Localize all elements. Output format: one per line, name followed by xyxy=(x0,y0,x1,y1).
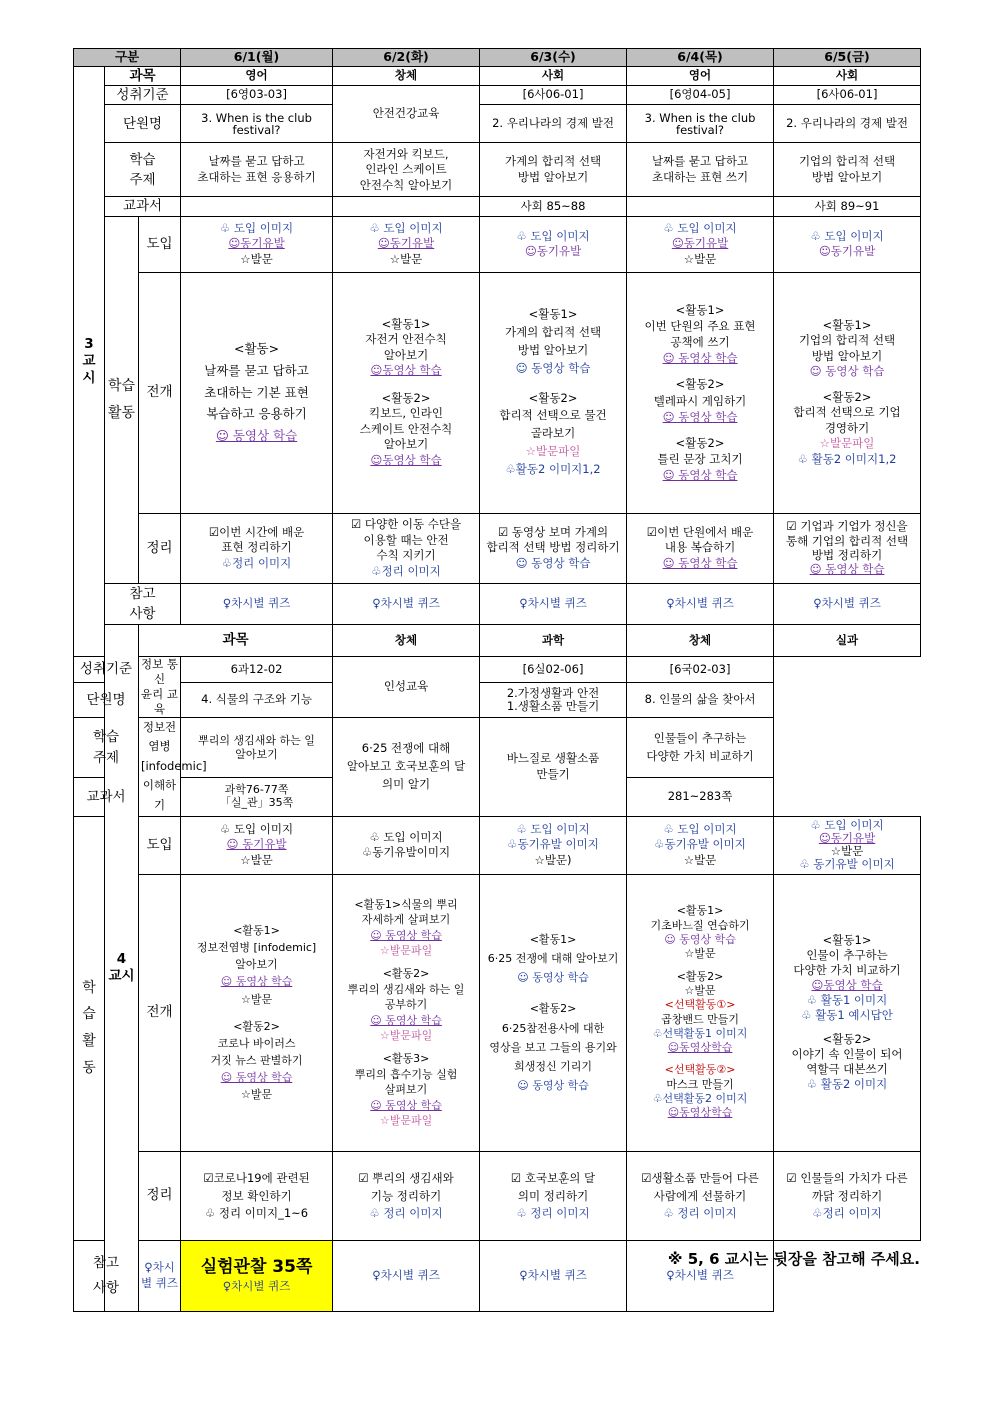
video-link[interactable]: ☺ 동영상 학습 xyxy=(220,1070,293,1084)
p4-intro-row xyxy=(74,816,921,874)
p3-textbook-5: 사회 89~91 xyxy=(774,197,921,216)
p4-wrap-5: ☑ 인물들의 가치가 다른 까닭 정리하기 ♧정리 이미지 xyxy=(774,1151,921,1240)
p4-develop-3: <활동1> 6·25 전쟁에 대해 알아보기 ☺ 동영상 학습 <활동2> 6·25참전용사에 대한 영상을 보고 그들의 용기와 희생정신 기리기 ☺ 동영상 학습 xyxy=(480,874,627,1151)
quiz-link[interactable]: ♀차시별 퀴즈 xyxy=(333,1240,480,1311)
question-text: ☆발문) xyxy=(534,852,572,867)
p3-develop-1: <활동> 날짜를 묻고 답하고 초대하는 기본 표현 복습하고 응용하기 ☺ 동영상 학습 xyxy=(181,272,333,513)
p4-subject-2: 과학 xyxy=(480,625,627,657)
p3-standard-row xyxy=(74,86,921,105)
header-corner: 구분 xyxy=(74,49,181,67)
quiz-link[interactable]: ♀차시별 퀴즈 xyxy=(480,583,627,625)
p3-wrap-2: ☑ 다양한 이동 수단을 이용할 때는 안전 수칙 지키기 ♧정리 이미지 xyxy=(333,513,480,583)
p3-topic-2: 자전거와 킥보드, 인라인 스케이트 안전수칙 알아보기 xyxy=(333,143,480,197)
p4-intro-4 xyxy=(627,816,774,874)
question-file-link[interactable]: ☆발문파일 xyxy=(819,436,875,451)
p4-standard-2: 6과12-02 xyxy=(181,657,333,683)
intro-image-link[interactable]: ♧ 도입 이미지 xyxy=(516,821,590,836)
p3-merged-b: 안전건강교육 xyxy=(333,86,480,143)
motivation-image-link[interactable]: ♧동기유발이미지 xyxy=(361,845,451,860)
p3-topic-label: 학습 주제 xyxy=(105,143,181,197)
video-link[interactable]: ☺ 동영상 학습 xyxy=(517,971,589,985)
video-link[interactable]: ☺ 동영상 학습 xyxy=(809,562,885,577)
motivation-image-link[interactable]: ♧ 동기유발 이미지 xyxy=(799,857,895,872)
p3-activity-label: 학습 활동 xyxy=(105,216,139,583)
p4-develop-2: <활동1>식물의 뿌리 자세하게 살펴보기 ☺ 동영상 학습 ☆발문파일 <활동2> 뿌리의 생김새와 하는 일 공부하기 ☺ 동영상 학습 ☆발문파일 <활동3> 뿌리의 흡수기능 실험 살펴보기 ☺ 동영상 학습 ☆발문파일 xyxy=(333,874,480,1151)
p3-subject-4: 영어 xyxy=(627,66,774,85)
p3-develop-label: 전개 xyxy=(139,272,181,513)
p4-wrap-2: ☑ 뿌리의 생김새와 기능 정리하기 ♧ 정리 이미지 xyxy=(333,1151,480,1240)
video-link[interactable]: ☺ 동영상 학습 xyxy=(370,1013,442,1027)
day-3: 6/3(수) xyxy=(480,49,627,67)
p3-wrap-5: ☑ 기업과 기업가 정신을 통해 기업의 합리적 선택 방법 정리하기 ☺ 동영상 학습 xyxy=(774,513,921,583)
p3-develop-4: <활동1> 이번 단원의 주요 표현 공책에 쓰기 ☺ 동영상 학습 <활동2> 텔레파시 게임하기 ☺ 동영상 학습 <활동2> 틀린 문장 고치기 ☺ 동영상 학습 xyxy=(627,272,774,513)
p3-standard-3: [6사06-01] xyxy=(480,86,627,105)
wrap-image-link[interactable]: ♧ 정리 이미지 xyxy=(369,1205,443,1220)
p3-unit-4: 3. When is the club festival? xyxy=(627,105,774,143)
intro-image-link[interactable]: ♧ 도입 이미지 xyxy=(810,817,884,832)
intro-image-link[interactable]: ♧ 도입 이미지 xyxy=(369,220,443,235)
p3-textbook-2 xyxy=(333,197,480,216)
question-text: ☆발문 xyxy=(240,1087,273,1101)
p3-wrap-1: ☑이번 시간에 배운 표현 정리하기 ♧정리 이미지 xyxy=(181,513,333,583)
p3-standard-5: [6사06-01] xyxy=(774,86,921,105)
activity-image-link[interactable]: ♧ 활동2 이미지1,2 xyxy=(797,451,897,466)
p4-merged-a: 정보 통신 윤리 교육 xyxy=(139,657,181,718)
p3-wrap-row xyxy=(74,513,921,583)
video-link[interactable]: ☺ 동영상 학습 xyxy=(370,928,442,942)
p3-subject-2: 창체 xyxy=(333,66,480,85)
question-text: ☆발문 xyxy=(240,992,273,1006)
wrap-image-link[interactable]: ♧ 정리 이미지_1~6 xyxy=(204,1205,309,1220)
video-link[interactable]: ☺ 동영상 학습 xyxy=(662,555,738,570)
p4-wrap-row xyxy=(74,1151,921,1240)
video-link[interactable]: ☺ 동영상 학습 xyxy=(517,1079,589,1093)
quiz-link[interactable]: ♀차시별 퀴즈 xyxy=(774,583,921,625)
p4-wrap-4: ☑생활소품 만들어 다른 사람에게 선물하기 ♧ 정리 이미지 xyxy=(627,1151,774,1240)
motivation-link[interactable]: ☺동기유발 xyxy=(377,236,435,251)
p3-wrap-4: ☑이번 단원에서 배운 내용 복습하기 ☺ 동영상 학습 xyxy=(627,513,774,583)
p4-intro-label: 도입 xyxy=(139,816,181,874)
p3-wrap-3: ☑ 동영상 보며 가계의 합리적 선택 방법 정리하기 ☺ 동영상 학습 xyxy=(480,513,627,583)
question-text: ☆발문 xyxy=(240,251,273,266)
question-text: ☆발문 xyxy=(830,844,864,859)
video-link[interactable]: ☺동영상학습 xyxy=(667,1106,733,1120)
activity-image-link[interactable]: ♧ 활동2 이미지 xyxy=(806,1077,888,1092)
intro-image-link[interactable]: ♧ 도입 이미지 xyxy=(663,821,737,836)
activity-image-link[interactable]: ♧활동2 이미지1,2 xyxy=(505,461,601,476)
p3-intro-5 xyxy=(774,216,921,272)
p3-notes-label: 참고 사항 xyxy=(105,583,181,625)
video-link[interactable]: ☺ 동영상 학습 xyxy=(662,467,738,482)
video-link[interactable]: ☺동영상 학습 xyxy=(370,363,442,378)
p4-topic-5: 인물들이 추구하는 다양한 가치 비교하기 xyxy=(627,717,774,777)
wrap-image-link[interactable]: ♧정리 이미지 xyxy=(812,1205,882,1220)
video-link[interactable]: ☺동영상 학습 xyxy=(370,452,442,467)
question-file-link[interactable]: ☆발문파일 xyxy=(379,943,433,957)
p3-intro-row xyxy=(74,216,921,272)
p4-wrap-1: ☑코로나19에 관련된 정보 확인하기 ♧ 정리 이미지_1~6 xyxy=(181,1151,333,1240)
p4-unit-2: 4. 식물의 구조와 기능 xyxy=(181,682,333,717)
motivation-link[interactable]: ☺ 동기유발 xyxy=(226,837,287,852)
header-row xyxy=(74,49,921,67)
p4-subject-4: 실과 xyxy=(774,625,921,657)
motivation-link[interactable]: ☺동기유발 xyxy=(818,830,876,845)
p4-develop-4: <활동1> 기초바느질 연습하기 ☺ 동영상 학습 ☆발문 <활동2> ☆발문 <선택활동①> 곱창밴드 만들기 ♧선택활동1 이미지 ☺동영상학습 <선택활동②> 마스크 만들기 ♧선택활동2 이미지 ☺동영상학습 xyxy=(627,874,774,1151)
p3-standard-1: [6영03-03] xyxy=(181,86,333,105)
p4-topic-label: 학습 주제 xyxy=(74,717,139,777)
p4-standard-row xyxy=(74,657,921,683)
p4-label: 4 교시 xyxy=(105,625,139,1312)
p4-unit-row xyxy=(74,682,921,717)
motivation-image-link[interactable]: ♧동기유발 이미지 xyxy=(654,837,746,852)
p3-standard-4: [6영04-05] xyxy=(627,86,774,105)
p3-develop-2: <활동1> 자전거 안전수칙 알아보기 ☺동영상 학습 <활동2> 킥보드, 인라인 스케이트 안전수칙 알아보기 ☺동영상 학습 xyxy=(333,272,480,513)
question-text: ☆발문 xyxy=(240,852,273,867)
p4-textbook-5: 281~283쪽 xyxy=(627,778,774,816)
p4-subject-3: 창체 xyxy=(627,625,774,657)
p3-subject-row xyxy=(74,66,921,85)
wrap-image-link[interactable]: ♧ 정리 이미지 xyxy=(663,1205,737,1220)
p3-subject-3: 사회 xyxy=(480,66,627,85)
quiz-link[interactable]: ♀차시별 퀴즈 xyxy=(480,1240,627,1311)
video-link[interactable]: ☺ 동영상 학습 xyxy=(662,409,738,424)
p3-notes-row xyxy=(74,583,921,625)
intro-image-link[interactable]: ♧ 도입 이미지 xyxy=(219,821,294,836)
quiz-link[interactable]: ♀차시별 퀴즈 xyxy=(222,1279,291,1294)
p3-unit-5: 2. 우리나라의 경제 발전 xyxy=(774,105,921,143)
wrap-image-link[interactable]: ♧정리 이미지 xyxy=(221,555,292,570)
p4-subject-row xyxy=(74,625,921,657)
question-file-link[interactable]: ☆발문파일 xyxy=(379,1028,433,1042)
p3-label: 3 교시 xyxy=(74,66,105,656)
p3-textbook-4 xyxy=(627,197,774,216)
intro-image-link[interactable]: ♧ 도입 이미지 xyxy=(663,220,737,235)
day-4: 6/4(목) xyxy=(627,49,774,67)
wrap-image-link[interactable]: ♧ 정리 이미지 xyxy=(516,1205,590,1220)
p3-topic-row xyxy=(74,143,921,197)
p4-develop-row xyxy=(74,874,921,1151)
p3-textbook-row xyxy=(74,197,921,216)
day-2: 6/2(화) xyxy=(333,49,480,67)
question-text: ☆발문 xyxy=(683,852,717,867)
choice-image-link[interactable]: ♧선택활동1 이미지 xyxy=(652,1026,748,1040)
p3-develop-5: <활동1> 기업의 합리적 선택 방법 알아보기 ☺ 동영상 학습 <활동2> 합리적 선택으로 기업 경영하기 ☆발문파일 ♧ 활동2 이미지1,2 xyxy=(774,272,921,513)
p3-topic-5: 기업의 합리적 선택 방법 알아보기 xyxy=(774,143,921,197)
p4-develop-label: 전개 xyxy=(139,874,181,1151)
p4-topic-4: 바느질로 생활소품 만들기 xyxy=(480,717,627,816)
p3-topic-4: 날짜를 묻고 답하고 초대하는 표현 쓰기 xyxy=(627,143,774,197)
p4-textbook-2: 과학76-77쪽 「실_관」35쪽 xyxy=(181,778,333,816)
intro-image-link[interactable]: ♧ 도입 이미지 xyxy=(219,220,294,235)
p3-intro-4 xyxy=(627,216,774,272)
video-link[interactable]: ☺ 동영상 학습 xyxy=(664,933,736,947)
p4-intro-3 xyxy=(480,816,627,874)
video-link[interactable]: ☺ 동영상 학습 xyxy=(215,428,298,444)
p4-topic-row xyxy=(74,717,921,777)
wrap-image-link[interactable]: ♧정리 이미지 xyxy=(371,563,441,578)
p3-textbook-3: 사회 85~88 xyxy=(480,197,627,216)
example-answer-link[interactable]: ♧ 활동1 예시답안 xyxy=(801,1007,893,1022)
p3-intro-label: 도입 xyxy=(139,216,181,272)
p4-intro-5 xyxy=(774,816,921,874)
video-link[interactable]: ☺ 동영상 학습 xyxy=(662,351,738,366)
p4-intro-2 xyxy=(333,816,480,874)
p4-develop-5: <활동1> 인물이 추구하는 다양한 가치 비교하기 ☺동영상 학습 ♧ 활동1 이미지 ♧ 활동1 예시답안 <활동2> 이야기 속 인물이 되어 역할극 대본쓰기 ♧ 활동2 이미지 xyxy=(774,874,921,1151)
motivation-image-link[interactable]: ♧동기유발 이미지 xyxy=(507,837,599,852)
p4-intro-1 xyxy=(181,816,333,874)
motivation-link[interactable]: ☺동기유발 xyxy=(228,236,285,251)
p3-subject-5: 사회 xyxy=(774,66,921,85)
video-link[interactable]: ☺ 동영상 학습 xyxy=(370,1098,442,1112)
p4-standard-5: [6국02-03] xyxy=(627,657,774,683)
video-link[interactable]: ☺ 동영상 학습 xyxy=(515,555,591,570)
p4-standard-4: [6실02-06] xyxy=(480,657,627,683)
question-file-link[interactable]: ☆발문파일 xyxy=(379,1113,433,1127)
video-link[interactable]: ☺ 동영상 학습 xyxy=(515,360,591,375)
quiz-link[interactable]: ♀차시별 퀴즈 xyxy=(139,1240,181,1311)
p4-notes-2 xyxy=(181,1240,333,1311)
question-text: ☆발문 xyxy=(683,251,717,266)
p3-topic-1: 날짜를 묻고 답하고 초대하는 표현 응용하기 xyxy=(181,143,333,197)
p3-develop-row xyxy=(74,272,921,513)
footer-note: ※ 5, 6 교시는 뒷장을 참고해 주세요. xyxy=(667,1250,920,1268)
p4-wrap-label: 정리 xyxy=(139,1151,181,1240)
p4-textbook-label: 교과서 xyxy=(74,778,139,816)
p4-standard-label: 성취기준 xyxy=(74,657,139,683)
activity-image-link[interactable]: ♧ 활동1 이미지 xyxy=(806,992,888,1007)
p3-unit-row xyxy=(74,105,921,143)
p3-unit-label: 단원명 xyxy=(105,105,181,143)
p3-unit-1: 3. When is the club festival? xyxy=(181,105,333,143)
question-text: ☆발문 xyxy=(684,947,716,961)
timetable xyxy=(73,48,921,1312)
day-5: 6/5(금) xyxy=(774,49,921,67)
video-link[interactable]: ☺동영상학습 xyxy=(667,1041,733,1055)
p3-unit-3: 2. 우리나라의 경제 발전 xyxy=(480,105,627,143)
quiz-link[interactable]: ♀차시별 퀴즈 xyxy=(181,583,333,625)
p4-unit-5: 8. 인물의 삶을 찾아서 xyxy=(627,682,774,717)
p4-topic-1: 정보전염병 [infodemic] 이해하기 xyxy=(139,717,181,816)
p4-activity-label: 학습 활동 xyxy=(74,816,105,1240)
p4-merged-c: 인성교육 xyxy=(333,657,480,718)
experiment-highlight: 실험관찰 35쪽 xyxy=(200,1257,313,1278)
p3-intro-2 xyxy=(333,216,480,272)
p4-subject-1: 창체 xyxy=(333,625,480,657)
p4-develop-1: <활동1> 정보전염병 [infodemic] 알아보기 ☺ 동영상 학습 ☆발문 <활동2> 코로나 바이러스 거짓 뉴스 판별하기 ☺ 동영상 학습 ☆발문 xyxy=(181,874,333,1151)
quiz-link[interactable]: ♀차시별 퀴즈 xyxy=(627,583,774,625)
p3-subject-1: 영어 xyxy=(181,66,333,85)
video-link[interactable]: ☺동영상 학습 xyxy=(811,977,883,992)
p3-textbook-1 xyxy=(181,197,333,216)
p3-topic-3: 가계의 합리적 선택 방법 알아보기 xyxy=(480,143,627,197)
p3-standard-label: 성취기준 xyxy=(105,86,181,105)
p4-unit-label: 단원명 xyxy=(74,682,139,717)
p4-topic-2: 뿌리의 생김새와 하는 일 알아보기 xyxy=(181,717,333,777)
question-file-link[interactable]: ☆발문파일 xyxy=(525,444,581,459)
intro-image-link[interactable]: ♧ 도입 이미지 xyxy=(516,228,590,243)
p4-wrap-3: ☑ 호국보훈의 달 의미 정리하기 ♧ 정리 이미지 xyxy=(480,1151,627,1240)
p3-textbook-label: 교과서 xyxy=(105,197,181,216)
day-1: 6/1(월) xyxy=(181,49,333,67)
intro-image-link[interactable]: ♧ 도입 이미지 xyxy=(810,228,884,243)
video-link[interactable]: ☺ 동영상 학습 xyxy=(809,364,885,379)
choice-image-link[interactable]: ♧선택활동2 이미지 xyxy=(652,1092,748,1106)
p4-subject-label: 과목 xyxy=(139,625,333,657)
motivation-link[interactable]: ☺동기유발 xyxy=(524,244,582,259)
p3-develop-3: <활동1> 가계의 합리적 선택 방법 알아보기 ☺ 동영상 학습 <활동2> 합리적 선택으로 물건 골라보기 ☆발문파일 ♧활동2 이미지1,2 xyxy=(480,272,627,513)
quiz-link[interactable]: ♀차시별 퀴즈 xyxy=(333,583,480,625)
intro-image-link[interactable]: ♧ 도입 이미지 xyxy=(369,829,443,844)
motivation-link[interactable]: ☺동기유발 xyxy=(818,244,876,259)
p4-notes-label: 참고 사항 xyxy=(74,1240,139,1311)
p3-intro-3 xyxy=(480,216,627,272)
p3-intro-1 xyxy=(181,216,333,272)
motivation-link[interactable]: ☺동기유발 xyxy=(671,236,729,251)
video-link[interactable]: ☺ 동영상 학습 xyxy=(220,975,293,989)
quiz-link[interactable]: ♀차시별 퀴즈 xyxy=(627,1240,774,1311)
p3-subject-label: 과목 xyxy=(105,66,181,85)
question-text: ☆발문 xyxy=(389,251,423,266)
p3-wrap-label: 정리 xyxy=(139,513,181,583)
p4-topic-3: 6·25 전쟁에 대해 알아보고 호국보훈의 달 의미 알기 xyxy=(333,717,480,816)
p4-unit-4: 2.가정생활과 안전 1.생활소품 만들기 xyxy=(480,682,627,717)
